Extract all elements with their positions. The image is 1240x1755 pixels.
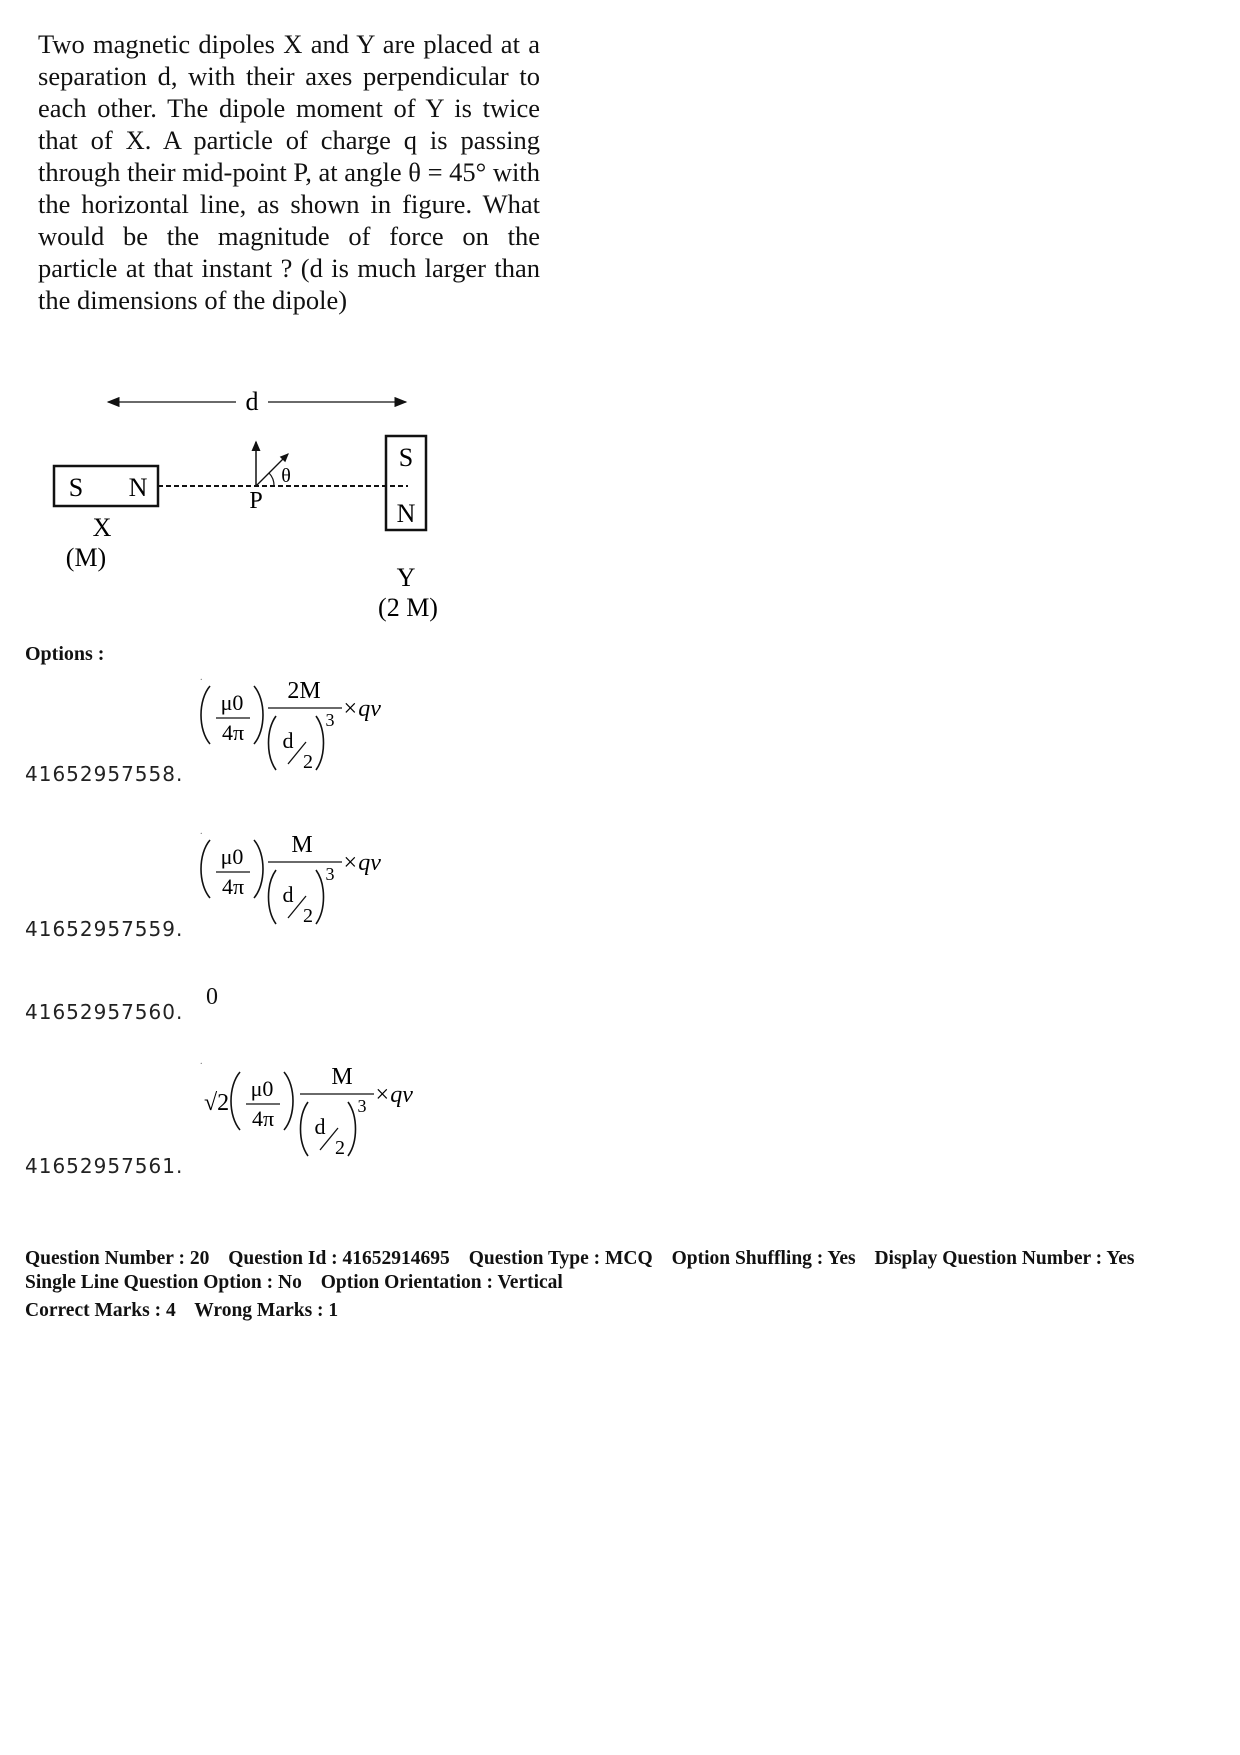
d-over: d (282, 882, 294, 907)
option-id-4: 41652957561. (25, 1154, 184, 1178)
tail: ×qv (342, 850, 381, 876)
option-id-3: 41652957560. (25, 1000, 184, 1024)
dipole-x-moment: (M) (65, 543, 107, 572)
numerator: M (331, 1064, 353, 1090)
svg-text:.: . (200, 672, 203, 683)
exponent: 3 (357, 1096, 367, 1116)
question-number: Question Number : 20 (25, 1248, 210, 1269)
dipole-y (378, 436, 438, 622)
angle-arc (269, 473, 274, 486)
exponent: 3 (325, 710, 335, 730)
options-heading: Options : (25, 643, 105, 665)
option-orientation: Option Orientation : Vertical (320, 1272, 563, 1293)
svg-text:.: . (200, 1056, 203, 1067)
single-line-option: Single Line Question Option : No (25, 1272, 302, 1293)
dipole-y-south: S (398, 443, 414, 472)
d-over: d (314, 1114, 326, 1139)
d-over: d (282, 728, 294, 753)
dipole-y-name: Y (396, 563, 416, 592)
tail: ×qv (374, 1082, 413, 1108)
question-meta-line-3 (25, 1300, 352, 1322)
sqrt-two: √2 (204, 1090, 230, 1116)
question-type: Question Type : MCQ (468, 1248, 653, 1269)
question-meta-line-1 (25, 1248, 1149, 1270)
two-under: 2 (335, 1137, 345, 1159)
two-under: 2 (303, 751, 313, 773)
option-formula-2 (196, 826, 416, 936)
option-formula-4 (196, 1056, 446, 1166)
four-pi: 4π (221, 874, 245, 899)
two-under: 2 (303, 905, 313, 927)
question-meta-line-2 (25, 1272, 577, 1294)
exponent: 3 (325, 864, 335, 884)
dipole-x-name: X (92, 513, 112, 542)
wrong-marks: Wrong Marks : 1 (194, 1300, 339, 1321)
midpoint-label: P (249, 488, 263, 514)
midpoint-p (249, 442, 290, 514)
correct-marks: Correct Marks : 4 (25, 1300, 176, 1321)
question-text: Two magnetic dipoles X and Y are placed at a separation d, with their axes perpendicular to each other. The dipole moment of Y is twice that of X. A particle of charge q is passing through their mid-point P, at angle θ = 45° with the horizontal line, as shown in figure. What would be the magnitude of force on the particle at that instant ? (d is much larger than the dimensions of the dipole) (38, 29, 540, 315)
angle-label: θ (281, 465, 291, 487)
option-id-1: 41652957558. (25, 762, 184, 786)
separation-label: d (245, 387, 259, 416)
dipole-x (54, 466, 158, 572)
display-question-number: Display Question Number : Yes (874, 1248, 1135, 1269)
question-id: Question Id : 41652914695 (228, 1248, 450, 1269)
mu-naught: μ0 (220, 690, 244, 715)
dipole-diagram (40, 380, 460, 630)
four-pi: 4π (221, 720, 245, 745)
dipole-y-north: N (396, 499, 416, 528)
option-shuffling: Option Shuffling : Yes (671, 1248, 856, 1269)
option-formula-3: 0 (206, 984, 218, 1010)
numerator: 2M (287, 678, 321, 704)
tail: ×qv (342, 696, 381, 722)
svg-text:.: . (200, 826, 203, 837)
mu-naught: μ0 (220, 844, 244, 869)
mu-naught: μ0 (250, 1076, 274, 1101)
dipole-y-moment: (2 M) (378, 593, 438, 622)
option-id-2: 41652957559. (25, 917, 184, 941)
dipole-x-north: N (128, 473, 148, 502)
four-pi: 4π (251, 1106, 275, 1131)
option-formula-1 (196, 672, 416, 782)
dipole-x-south: S (68, 473, 84, 502)
numerator: M (291, 832, 313, 858)
